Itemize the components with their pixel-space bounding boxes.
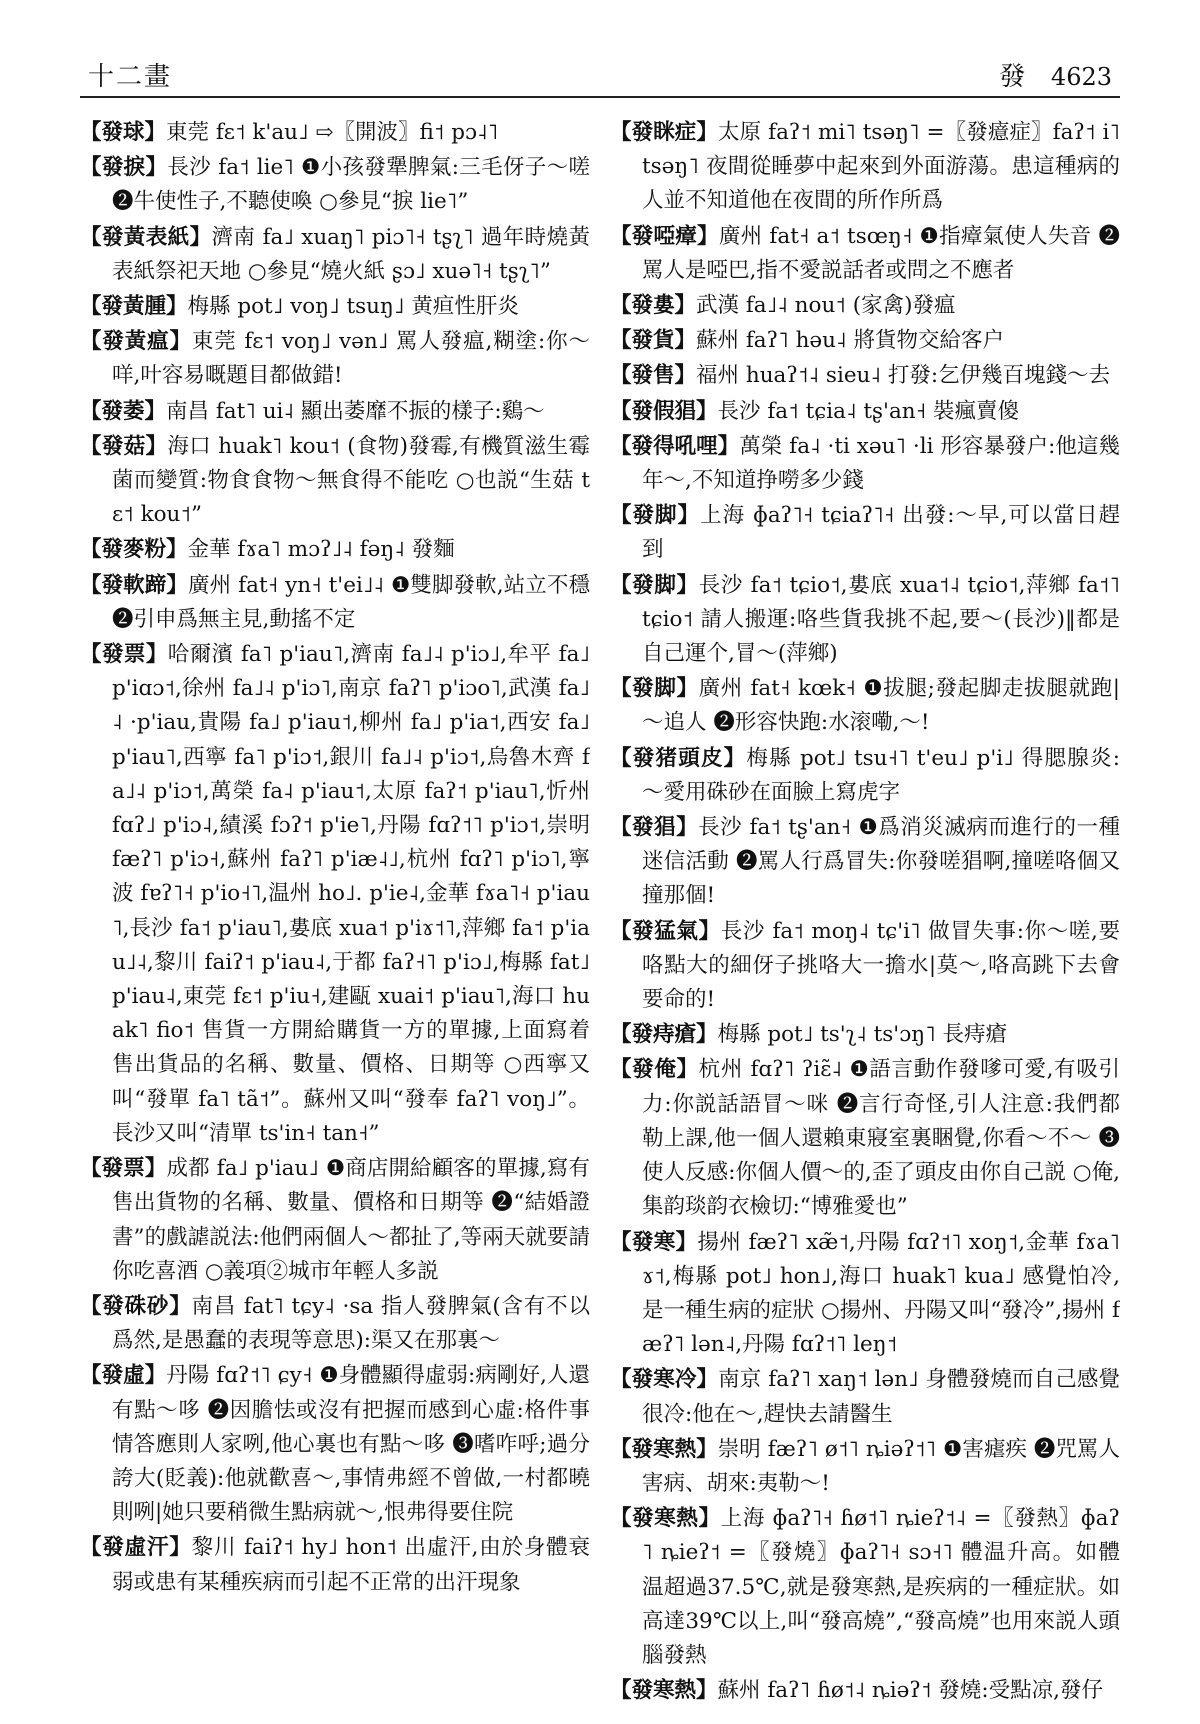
entry-headword: 【發寒熱】 xyxy=(610,1436,718,1462)
entry-headword: 【發硃砂】 xyxy=(80,1293,192,1319)
dictionary-entry xyxy=(80,395,590,429)
entry-definition: 濟南 fa˩ xuaŋ˥ piɔ˥˧ tʂʅ˥ 過年時燒黃表紙祭祀天地 ○參見“燒火紙 ʂɔ˩ xuə˥˧ tʂʅ˥” xyxy=(112,224,590,284)
entry-headword: 【發虛汗】 xyxy=(80,1535,192,1561)
entry-definition: 長沙 fa˦ lie˥ ❶小孩發犟脾氣:三毛伢子～嗟 ❷牛使性子,不聽使喚 ○參見“捩 lie˥” xyxy=(112,155,590,215)
entry-definition: 東莞 fɛ˦ voŋ˩ vən˩ 罵人發瘟,糊塗:你～咩,叶容易嘅題目都做錯! xyxy=(112,329,590,389)
dictionary-entry xyxy=(610,1226,1120,1363)
dictionary-entry xyxy=(610,220,1120,288)
entry-headword: 【發假猖】 xyxy=(610,398,718,424)
entry-headword: 【發猛氣】 xyxy=(610,918,721,944)
dictionary-columns xyxy=(80,116,1120,1708)
entry-headword: 【發票】 xyxy=(80,1156,167,1182)
dictionary-entry xyxy=(80,1531,590,1599)
dictionary-entry xyxy=(610,1018,1120,1052)
dictionary-entry xyxy=(610,1433,1120,1501)
entry-definition: 廣州 fat˧ kœk˧ ❶拔腿;發起脚走拔腿就跑|～追人 ❷形容快跑:水滚嘞,～! xyxy=(642,676,1120,736)
dictionary-entry xyxy=(80,569,590,637)
dictionary-entry xyxy=(80,290,590,324)
dictionary-entry xyxy=(80,221,590,289)
entry-definition: 梅縣 pot˩ voŋ˩ tsuŋ˩ 黄疸性肝炎 xyxy=(187,294,519,320)
entry-definition: 上海 ɸaʔ˥˧ tɕiaʔ˥˧ 出發:～早,可以當日趕到 xyxy=(642,503,1120,563)
entry-definition: 梅縣 pot˩ ts'ʅ˨ ts'ɔŋ˥ 長痔瘡 xyxy=(717,1022,1008,1048)
entry-definition: 崇明 fæʔ˥ ø˦˥ ȵiəʔ˦˥ ❶害瘧疾 ❷咒罵人害病、胡來:夷勒～! xyxy=(642,1436,1120,1496)
entry-definition: 海口 huak˥ kou˦ (食物)發霉,有機質滋生霉菌而變質:物食食物～無食得不能吃 ○也説“生菇 tɛ˦ kou˦” xyxy=(112,433,590,528)
entry-headword: 【發得吼哩】 xyxy=(610,433,740,459)
entry-definition: 長沙 fa˦ tʂ'an˧ ❶爲消災滅病而進行的一種迷信活動 ❷罵人行爲冒失:你發嗟猖啊,撞嗟咯個又撞那個! xyxy=(642,815,1120,909)
dictionary-entry xyxy=(610,324,1120,358)
entry-definition: 長沙 fa˦ moŋ˨ tɕ'i˥ 做冒失事:你～嗟,要咯點大的細伢子挑咯大一擔水|莫～,咯高跳下去會要命的! xyxy=(642,918,1120,1013)
entry-definition: 金華 fɤa˥ mɔʔ˩˨ fəŋ˨ 發麵 xyxy=(187,537,455,563)
dictionary-entry xyxy=(610,430,1120,498)
entry-headword: 【發婁】 xyxy=(610,293,697,319)
entry-headword: 【發黃瘟】 xyxy=(80,329,192,355)
dictionary-entry xyxy=(610,1502,1120,1673)
entry-definition: 太原 faʔ˦ mi˥ tsəŋ˥ =〖發癔症〗faʔ˦ i˥ tsəŋ˥ 夜間從睡夢中起來到外面游蕩。患這種病的人並不知道他在夜間的所作所爲 xyxy=(642,120,1120,214)
entry-headword: 【發貨】 xyxy=(610,328,697,354)
dictionary-entry xyxy=(610,499,1120,567)
dictionary-entry xyxy=(80,430,590,533)
entry-definition: 長沙 fa˦ tɕio˦,婁底 xua˦˨ tɕio˦,萍鄉 fa˦˥ tɕio˦ 請人搬運:咯些貨我挑不起,要～(長沙)‖都是自己運个,冒～(萍鄉) xyxy=(642,572,1120,667)
dictionary-entry xyxy=(610,811,1120,914)
page-info xyxy=(999,56,1112,93)
entry-headword: 【發猖】 xyxy=(610,815,699,841)
entry-headword: 【發啞瘴】 xyxy=(610,223,719,249)
entry-headword: 【發脚】 xyxy=(610,676,699,702)
entry-headword: 【發寒熱】 xyxy=(610,1678,718,1704)
dictionary-entry xyxy=(80,533,590,567)
dictionary-entry xyxy=(610,672,1120,740)
entry-definition: 蘇州 faʔ˥ həu˨ 將貨物交給客户 xyxy=(696,328,1004,354)
entry-definition: 黎川 faiʔ˦ hy˩ hon˦ 出虛汗,由於身體衰弱或患有某種疾病而引起不正常的出汗現象 xyxy=(112,1535,590,1595)
dictionary-entry xyxy=(610,1674,1120,1708)
entry-definition: 梅縣 pot˩ tsu˧˥ t'eu˩ p'i˩ 得腮腺炎:～愛用硃砂在面臉上寫虎字 xyxy=(642,745,1120,805)
entry-definition: 長沙 fa˦ tɕia˨ tʂ'an˧ 裝瘋賣傻 xyxy=(717,398,1020,424)
entry-headword: 【發眯症】 xyxy=(610,120,718,145)
entry-definition: 哈爾濱 fa˥ p'iau˥,濟南 fa˩˨ p'iɔ˩,牟平 fa˩ p'iɑɔ˦,徐州 fa˩˨ p'iɔ˥,南京 faʔ˥ p'iɔo˥,武漢 fa˩˨ ·p'iau,貴陽 fa˩ p'iau˦,柳州 fa˩ p'ia˦,西安 fa˩ p'iau˥,西寧 fa˥ p'iɔ˦,銀川 fa˩˨ p'iɔ˦,烏魯木齊 fa˩˨ p'iɔ˦,萬榮 fa˨ p'iau˦,太原 faʔ˦ p'iau˥,忻州 fɑʔ˩ p'iɔ˨,績溪 fɔʔ˦ p'ie˥,丹陽 fɑʔ˦˥ p'iɔ˦,崇明 fæʔ˥ p'iɔ˧,蘇州 faʔ˥ p'iæ˨˩,杭州 fɑʔ˥ p'iɔ˥,寧波 fɐʔ˥˧ p'io˧˥,温州 ho˩. p'ie˨,金華 fɤa˥˧ p'iau˥,長沙 fa˦ p'iau˥,婁底 xua˦ p'iɤ˦˥,萍鄉 fa˦ p'iau˩˨,黎川 faiʔ˦ p'iau˨,于都 faʔ˧˥ p'iɔ˩,梅縣 fat˩ p'iau˨,東莞 fɛ˦ p'iu˧,建甌 xuai˦ p'iau˥,海口 huak˥ fio˦ 售貨一方開給購貨一方的單據,上面寫着售出貨品的名稱、數量、價格、日期等 ○西寧又叫“發單 fa˥ tã˦”。蘇州又叫“發奉 faʔ˥ voŋ˩”。長沙又叫“清單 ts'in˧ tan˧” xyxy=(112,642,590,1146)
dictionary-entry xyxy=(610,569,1120,672)
entry-definition: 廣州 fat˧ yn˧ t'ei˩˨ ❶雙脚發軟,站立不穩 ❷引申爲無主見,動搖不定 xyxy=(112,572,590,632)
entry-headword: 【發寒】 xyxy=(610,1229,698,1255)
entry-definition: 南昌 fat˥ tɕy˨ ·sa 指人發脾氣(含有不以爲然,是愚蠢的表現等意思):渠又在那裏～ xyxy=(112,1293,590,1354)
entry-definition: 丹陽 fɑʔ˦˥ ɕy˧ ❶身體顯得虛弱:病剛好,人還有點～哆 ❷因膽怯或沒有把握而感到心虛:格件事情答應則人家咧,他心裏也有點～哆 ❸嗜咋呼;過分誇大(貶義):他就歡喜～,事情弗經不曾做,一村都曉則咧|她只要稍微生點病就～,恨弗得要住院 xyxy=(112,1363,590,1526)
entry-headword: 【發球】 xyxy=(80,120,167,145)
dictionary-entry xyxy=(610,1053,1120,1224)
entry-headword: 【發虛】 xyxy=(80,1363,167,1389)
dictionary-entry xyxy=(80,1152,590,1289)
dictionary-entry xyxy=(80,151,590,219)
dictionary-entry xyxy=(610,289,1120,323)
entry-headword: 【發萎】 xyxy=(80,398,167,424)
entry-definition: 成都 fa˩ p'iau˩ ❶商店開給顧客的單據,寫有售出貨物的名稱、數量、價格和日期等 ❷“結婚證書”的戲謔説法:他們兩個人～都扯了,等兩天就要請你吃喜酒 ○義項②城市年輕人多説 xyxy=(112,1156,590,1284)
entry-definition: 南京 faʔ˥ xaŋ˦ lən˩ 身體發燒而自己感覺很冷:他在～,趕快去請醫生 xyxy=(642,1367,1120,1427)
entry-definition: 福州 huaʔ˦˨ sieu˨ 打發:乞伊幾百塊錢～去 xyxy=(696,363,1111,389)
page-header xyxy=(80,52,1120,98)
entry-headword: 【發軟蹄】 xyxy=(80,572,189,598)
dictionary-entry xyxy=(80,116,590,150)
dictionary-entry xyxy=(610,116,1120,219)
entry-headword: 【發脚】 xyxy=(610,503,701,529)
entry-headword: 【發菇】 xyxy=(80,433,168,459)
dictionary-entry xyxy=(80,638,590,1151)
entry-definition: 揚州 fæʔ˥ xæ̃˦,丹陽 fɑʔ˦˥ xoŋ˦,金華 fɤa˥ ɤ˦,梅縣 pot˩ hon˩,海口 huak˥ kua˩ 感覺怕冷,是一種生病的症狀 ○揚州、丹陽又叫“發冷”,揚州 fæʔ˥ lən˨,丹陽 fɑʔ˦˥ leŋ˦ xyxy=(642,1229,1120,1358)
header-character: 發 xyxy=(999,62,1026,92)
entry-definition: 武漢 fa˩˨ nou˦ (家禽)發瘟 xyxy=(696,293,956,319)
right-column xyxy=(610,116,1120,1708)
entry-headword: 【發黃腫】 xyxy=(80,294,188,320)
dictionary-entry xyxy=(610,359,1120,393)
section-title: 十二畫 xyxy=(88,62,173,92)
entry-headword: 【發捩】 xyxy=(80,155,168,181)
dictionary-entry xyxy=(80,1290,590,1358)
entry-definition: 上海 ɸaʔ˥˧ ɦø˦˥ ȵieʔ˦˨ =〖發熱〗ɸaʔ˥ ȵieʔ˦ =〖發燒〗ɸaʔ˥˧ sɔ˧˥ 體温升高。如體温超過37.5℃,就是發寒熱,是疾病的一種症狀。如高達39℃以上,叫“發高燒”,“發高燒”也用來説人頭腦發熱 xyxy=(642,1506,1120,1668)
entry-definition: 東莞 fɛ˦ k'au˩ ⇨〖開波〗fi˦ pɔ˨˥ xyxy=(166,120,499,145)
entry-definition: 杭州 fɑʔ˥ ʔiɛ̃˨ ❶語言動作發嗲可愛,有吸引力:你説話語冒～咪 ❷言行奇怪,引人注意:我們都勒上課,他一個人還賴東寢室裏睏覺,你看～不～ ❸使人反感:你個人價～的,歪了頭皮由你自己説 ○俺,集韵琰韵衣檢切:“博雅愛也” xyxy=(642,1057,1120,1220)
dictionary-entry xyxy=(610,915,1120,1018)
entry-definition: 南昌 fat˥ ui˨ 顯出萎靡不振的樣子:鷄～ xyxy=(166,398,545,424)
dictionary-entry xyxy=(610,395,1120,429)
dictionary-entry xyxy=(610,1363,1120,1431)
entry-definition: 萬榮 fa˨ ·ti xəu˥ ·li 形容暴發户:他這幾年～,不知道挣嘮多少錢 xyxy=(642,433,1120,494)
page-number: 4623 xyxy=(1050,63,1112,91)
entry-headword: 【發寒熱】 xyxy=(610,1506,721,1532)
entry-definition: 廣州 fat˧ a˦ tsœŋ˧ ❶指瘴氣使人失音 ❷罵人是啞巴,指不愛説話者或問之不應者 xyxy=(642,223,1120,283)
dictionary-entry xyxy=(610,742,1120,810)
entry-headword: 【發脚】 xyxy=(610,572,699,598)
entry-definition: 蘇州 faʔ˥ ɦø˦˨ ȵiəʔ˦ 發燒:受點凉,發仔 xyxy=(717,1678,1103,1704)
dictionary-entry xyxy=(80,325,590,393)
entry-headword: 【發麥粉】 xyxy=(80,537,188,563)
dictionary-entry xyxy=(80,1359,590,1530)
entry-headword: 【發寒冷】 xyxy=(610,1367,719,1393)
entry-headword: 【發痔瘡】 xyxy=(610,1022,718,1048)
left-column xyxy=(80,116,590,1708)
entry-headword: 【發黃表紙】 xyxy=(80,224,212,250)
entry-headword: 【發售】 xyxy=(610,363,697,389)
entry-headword: 【發猪頭皮】 xyxy=(610,745,747,771)
entry-headword: 【發俺】 xyxy=(610,1057,699,1083)
entry-headword: 【發票】 xyxy=(80,642,168,668)
